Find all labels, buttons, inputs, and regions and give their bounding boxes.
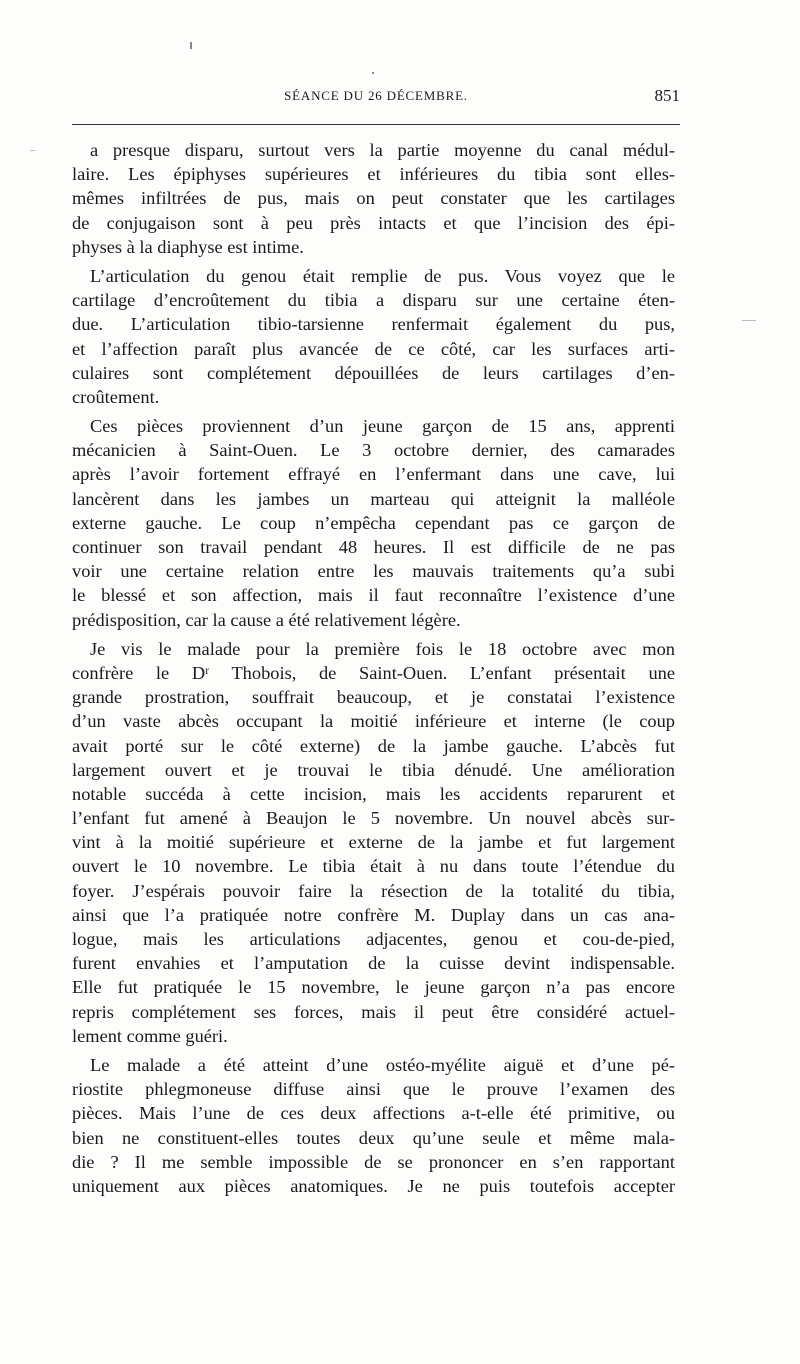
text-line: pièces. Mais l’une de ces deux affections a-t-elle été primitive, ou bbox=[72, 1103, 675, 1124]
text-line: externe gauche. Le coup n’empêcha cependant pas ce garçon de bbox=[72, 512, 675, 533]
text-line: furent envahies et l’amputation de la cuisse devint indispensable. bbox=[72, 953, 675, 974]
text-line: lancèrent dans les jambes un marteau qui atteignit la malléole bbox=[72, 488, 675, 509]
paragraph bbox=[72, 138, 675, 259]
text-line: a presque disparu, surtout vers la partie moyenne du canal médul- bbox=[90, 140, 675, 160]
text-line: voir une certaine relation entre les mauvais traitements qu’a subi bbox=[72, 561, 675, 582]
text-line: croûtement. bbox=[72, 386, 160, 407]
text-line: lement comme guéri. bbox=[72, 1025, 228, 1046]
scan-speck bbox=[372, 72, 374, 74]
text-line: continuer son travail pendant 48 heures. Il est difficile de ne pas bbox=[72, 537, 675, 557]
text-line: ainsi que l’a pratiquée notre confrère M. Duplay dans un cas ana- bbox=[72, 904, 675, 925]
text-line: le blessé et son affection, mais il faut reconnaître l’existence d’une bbox=[72, 585, 675, 606]
text-line: et l’affection paraît plus avancée de ce côté, car les surfaces arti- bbox=[72, 338, 675, 359]
text-line: notable succéda à cette incision, mais les accidents reparurent et bbox=[72, 783, 675, 804]
text-line: Je vis le malade pour la première fois le 18 octobre avec mon bbox=[90, 638, 675, 659]
text-line: de conjugaison sont à peu près intacts et que l’incision des épi- bbox=[72, 212, 675, 233]
text-line: die ? Il me semble impossible de se prononcer en s’en rapportant bbox=[72, 1151, 675, 1172]
text-line: confrère le Dʳ Thobois, de Saint-Ouen. L’enfant présentait une bbox=[72, 662, 675, 683]
text-line: riostite phlegmoneuse diffuse ainsi que le prouve l’examen des bbox=[72, 1079, 675, 1100]
paragraph bbox=[72, 264, 675, 409]
text-line: ouvert le 10 novembre. Le tibia était à nu dans toute l’étendue du bbox=[72, 856, 675, 877]
text-line: d’un vaste abcès occupant la moitié inférieure et interne (le coup bbox=[72, 711, 675, 732]
text-line: Ces pièces proviennent d’un jeune garçon de 15 ans, apprenti bbox=[90, 416, 675, 437]
text-line: culaires sont complétement dépouillées de leurs cartilages d’en- bbox=[72, 362, 675, 383]
text-line: vint à la moitié supérieure et externe de la jambe et fut largement bbox=[72, 832, 675, 853]
text-line: Le malade a été atteint d’une ostéo-myélite aiguë et d’une pé- bbox=[90, 1054, 675, 1075]
text-line: mêmes infiltrées de pus, mais on peut constater que les cartilages bbox=[72, 188, 675, 209]
page-number: 851 bbox=[654, 86, 680, 105]
running-head: SÉANCE DU 26 DÉCEMBRE. bbox=[284, 88, 468, 103]
text-line: logue, mais les articulations adjacentes, genou et cou-de-pied, bbox=[72, 929, 675, 949]
text-line: uniquement aux pièces anatomiques. Je ne puis toutefois accepter bbox=[72, 1175, 675, 1196]
text-line: grande prostration, souffrait beaucoup, et je constatai l’existence bbox=[72, 687, 675, 708]
text-line: due. L’articulation tibio-tarsienne renfermait également du pus, bbox=[72, 314, 675, 335]
scan-speck bbox=[30, 150, 35, 151]
text-line: prédisposition, car la cause a été relativement légère. bbox=[72, 609, 461, 630]
paragraph bbox=[72, 414, 675, 632]
text-line: laire. Les épiphyses supérieures et inférieures du tibia sont elles- bbox=[72, 164, 675, 185]
text-line: mécanicien à Saint-Ouen. Le 3 octobre dernier, des camarades bbox=[72, 440, 675, 461]
paragraph bbox=[72, 1053, 675, 1198]
text-line: Elle fut pratiquée le 15 novembre, le jeune garçon n’a pas encore bbox=[72, 977, 675, 998]
scan-speck bbox=[742, 320, 756, 321]
body-text bbox=[72, 138, 675, 1203]
header-rule bbox=[72, 124, 680, 125]
page-header bbox=[72, 88, 680, 110]
text-line: après l’avoir fortement effrayé en l’enfermant dans une cave, lui bbox=[72, 464, 675, 485]
text-line: largement ouvert et je trouvai le tibia dénudé. Une amélioration bbox=[72, 759, 675, 780]
paragraph bbox=[72, 637, 675, 1048]
text-line: repris complétement ses forces, mais il peut être considéré actuel- bbox=[72, 1001, 675, 1022]
text-line: L’articulation du genou était remplie de pus. Vous voyez que le bbox=[90, 265, 675, 286]
text-line: physes à la diaphyse est intime. bbox=[72, 236, 304, 257]
text-line: avait porté sur le côté externe) de la jambe gauche. L’abcès fut bbox=[72, 735, 675, 756]
text-line: bien ne constituent-elles toutes deux qu’une seule et même mala- bbox=[72, 1127, 675, 1148]
text-line: l’enfant fut amené à Beaujon le 5 novembre. Un nouvel abcès sur- bbox=[72, 808, 675, 829]
scan-speck bbox=[190, 42, 192, 49]
text-line: foyer. J’espérais pouvoir faire la résection de la totalité du tibia, bbox=[72, 880, 675, 901]
text-line: cartilage d’encroûtement du tibia a disparu sur une certaine éten- bbox=[72, 290, 675, 311]
